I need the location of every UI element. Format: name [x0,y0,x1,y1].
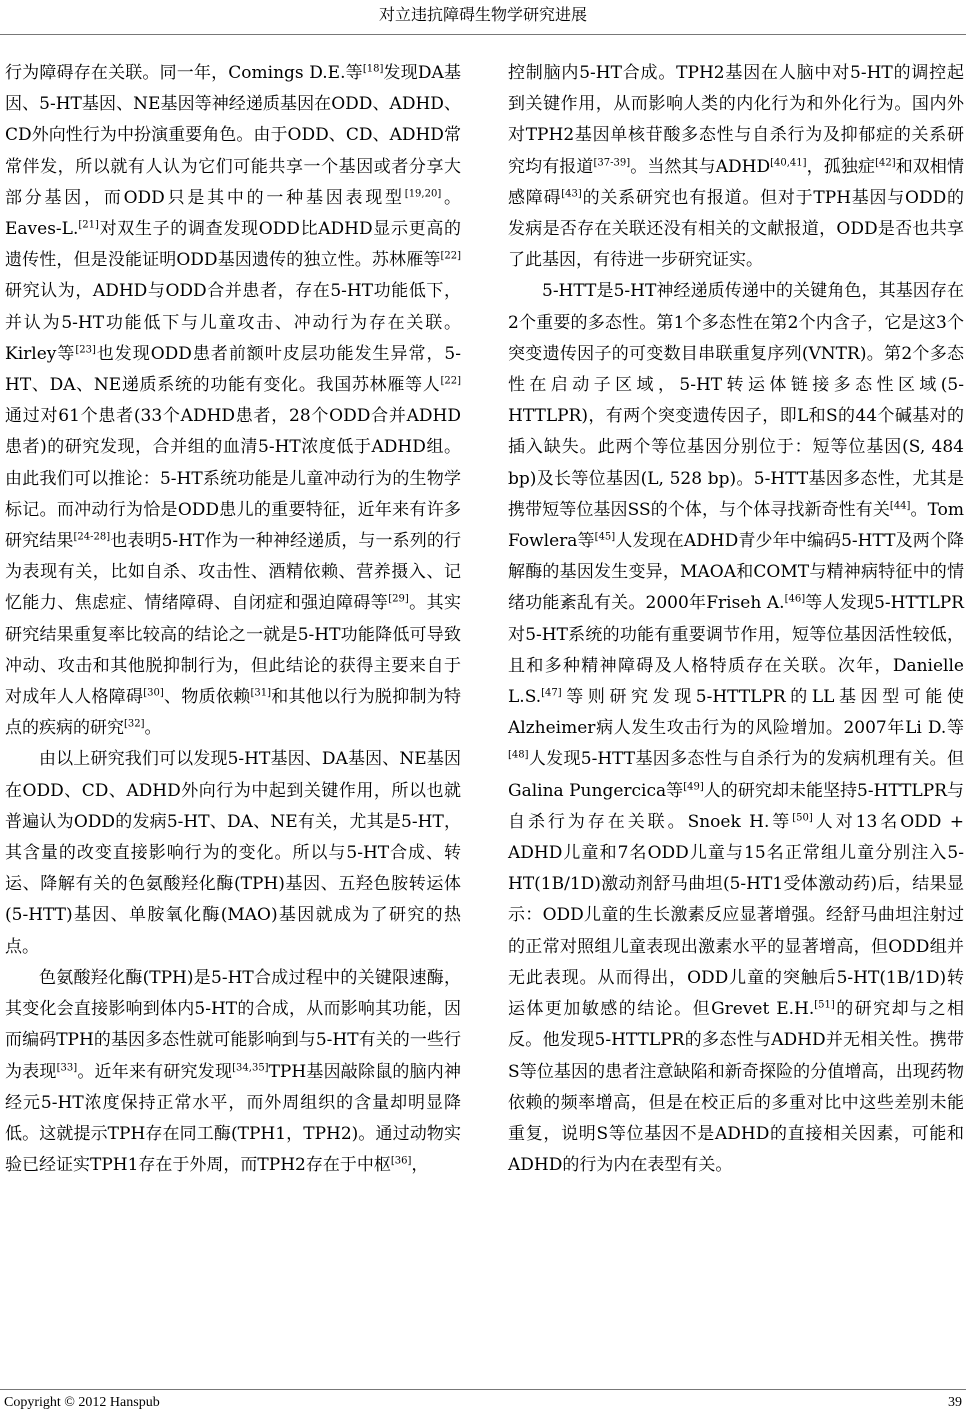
running-head-title: 对立违抗障碍生物学研究进展 [378,5,587,24]
citation-ref: [23] [75,344,96,356]
paragraph [5,58,461,744]
text-run: 行为障碍存在关联。同一年，Comings D.E.等 [5,63,363,83]
text-run: 5-HTT是5-HT神经递质传递中的关键角色，其基因存在2个重要的多态性。第1个多态性在第2个内含子，它是这3个突变遗传因子的可变数目串联重复序列(VNTR)。第2个多态性在启动子区域，5-HT转运体链接多态性区域(5-HTTLPR)，有两个突变遗传因子，即L和S的44个碱基对的插入缺失。此两个等位基因分别位于：短等位基因(S, 484 bp)及长等位基因(L, 528 bp)。5-HTT基因多态性，尤其是携带短等位基因SS的个体，与个体寻找新奇性有关 [508,281,964,520]
paragraph [5,744,461,962]
citation-ref: [29] [388,593,409,605]
text-run: 。当然其与ADHD [630,156,771,177]
text-run: 、物质依赖 [163,687,251,708]
text-run: 。Tom Fowlera等 [508,499,965,552]
citation-ref: [33] [56,1061,78,1073]
paragraph [508,58,964,276]
text-run: 。其实研究结果重复率比较高的结论之一就是5-HT功能降低可导致冲动、攻击和其他脱抑制行为，但此结论的获得主要来自于对成年人人格障碍 [5,593,462,708]
paragraph [508,276,964,1181]
text-run: 的研究却与之相反。他发现5-HTTLPR的多态性与ADHD并无相关性。携带S等位基因的患者注意缺陷和新奇探险的分值增高，出现药物依赖的频率增高，但是在校正后的多重对比中这些差别未能重复，说明S等位基因不是ADHD的直接相关因素，可能和ADHD的行为内在表型有关。 [508,999,965,1176]
citation-ref: [24-28] [73,531,111,543]
citation-ref: [42] [875,156,896,168]
text-run: 等则研究发现5-HTTLPR的LL基因型可能使Alzheimer病人发生攻击行为的风险增加。2007年Li D.等 [508,687,964,739]
text-run: 控制脑内5-HT合成。TPH2基因在人脑中对5-HT的调控起到关键作用，从而影响人类的内化行为和外化行为。国内外对TPH2基因单核苷酸多态性与自杀行为及抑郁症的关系研究均有报道 [508,63,964,177]
text-run: 人对13名ODD + ADHD儿童和7名ODD儿童与15名正常组儿童分别注入5-HT(1B/1D)激动剂舒马曲坦(5-HT1受体激动药)后，结果显示：ODD儿童的生长激素反应显著增强。经舒马曲坦注射过的正常对照组儿童表现出激素水平的显著增高，但ODD组并无此表现。从而得出，ODD儿童的突触后5-HT(1B/1D)转运体更加敏感的结论。但Grevet E.H. [508,811,964,1020]
citation-ref: [46] [784,593,806,605]
citation-ref: [32] [124,718,145,730]
text-run: 和双相情感障碍 [508,156,965,208]
citation-ref: [40,41] [770,156,807,168]
citation-ref: [18] [362,63,384,75]
citation-ref: [36] [390,1155,412,1167]
citation-ref: [22] [440,375,461,387]
text-run: ， [411,1155,429,1176]
text-run: 色氨酸羟化酶(TPH)是5-HT合成过程中的关键限速酶，其变化会直接影响到体内5-HT的合成，从而影响其功能，因而编码TPH的基因多态性就可能影响到与5-HT有关的一些行为表现 [5,967,461,1082]
page-footer [0,1389,966,1414]
text-run: 研究认为，ADHD与ODD合并患者，存在5-HT功能低下，并认为5-HT功能低下与儿童攻击、冲动行为存在关联。Kirley等 [5,281,461,364]
paragraph [5,963,461,1181]
citation-ref: [19,20] [404,188,442,200]
citation-ref: [48] [508,749,529,761]
citation-ref: [37-39] [593,156,631,168]
text-run: 人发现5-HTT基因多态性与自杀行为的发病机理有关。但Galina Pungercica等 [508,749,964,801]
citation-ref: [22] [440,250,461,262]
citation-ref: [45] [594,531,616,543]
citation-ref: [30] [143,687,164,699]
text-run: 也发现ODD患者前额叶皮层功能发生异常，5-HT、DA、NE递质系统的功能有变化。我国苏林雁等人 [5,343,461,396]
text-run: 。近年来有研究发现 [77,1061,233,1082]
page-number: 39 [948,1395,962,1410]
citation-ref: [34,35] [232,1061,269,1073]
citation-ref: [44] [889,500,911,512]
text-run: 等人发现5-HTTLPR对5-HT系统的功能有重要调节作用，短等位基因活性较低，且和多种精神障碍及人格特质存在关联。次年，Danielle L.S. [508,593,964,708]
citation-ref: [50] [792,812,813,824]
text-run: 由以上研究我们可以发现5-HT基因、DA基因、NE基因在ODD、CD、ADHD外向行为中起到关键作用，所以也就普遍认为ODD的发病5-HT、DA、NE有关，尤其是5-HT，其含量的改变直接影响行为的变化。所以与5-HT合成、转运、降解有关的色氨酸羟化酶(TPH)基因、五羟色胺转运体(5-HTT)基因、单胺氧化酶(MAO)基因就成为了研究的热点。 [5,749,461,957]
text-run: 对双生子的调查发现ODD比ADHD显示更高的遗传性，但是没能证明ODD基因遗传的独立性。苏林雁等 [5,219,461,271]
text-run: TPH基因敲除鼠的脑内神经元5-HT浓度保持正常水平，而外周组织的含量却明显降低。这就提示TPH存在同工酶(TPH1，TPH2)。通过动物实验已经证实TPH1存在于外周，而TPH2存在于中枢 [5,1061,462,1176]
right-column [508,58,964,1181]
text-run: 。Eaves-L. [5,187,462,240]
text-run: 和其他以行为脱抑制为特点的疾病的研究 [5,687,462,739]
citation-ref: [43] [561,188,582,200]
text-run: 人发现在ADHD青少年中编码5-HTT及两个降解酶的基因发生变异，MAOA和COMT与精神病特征中的情绪功能紊乱有关。2000年Friseh A. [508,531,964,614]
citation-ref: [31] [250,687,271,699]
citation-ref: [51] [814,999,835,1011]
text-run: 通过对61个患者(33个ADHD患者，28个ODD合并ADHD患者)的研究发现，合并组的血清5-HT浓度低于ADHD组。由此我们可以推论：5-HT系统功能是儿童冲动行为的生物学标记。而冲动行为恰是ODD患儿的重要特征，近年来有许多研究结果 [5,406,461,552]
running-head [0,0,966,35]
text-run: 人的研究却未能坚持5-HTTLPR与自杀行为存在关联。Snoek H.等 [508,780,964,832]
left-column [5,58,461,1181]
citation-ref: [47] [541,687,562,699]
text-run: 发现DA基因、5-HT基因、NE基因等神经递质基因在ODD、ADHD、CD外向性行为中扮演重要角色。由于ODD、CD、ADHD常常伴发，所以就有人认为它们可能共享一个基因或者分享大部分基因，而ODD只是其中的一种基因表现型 [5,63,461,208]
citation-ref: [21] [78,219,99,231]
citation-ref: [49] [683,781,704,793]
text-run: ，孤独症 [806,156,876,177]
text-run: 也表明5-HT作为一种神经递质，与一系列的行为表现有关，比如自杀、攻击性、酒精依赖、营养摄入、记忆能力、焦虑症、情绪障碍、自闭症和强迫障碍等 [5,531,462,614]
copyright-notice: Copyright © 2012 Hanspub [4,1395,160,1410]
text-run: 。 [144,718,162,739]
text-run: 的关系研究也有报道。但对于TPH基因与ODD的发病是否存在关联还没有相关的文献报道，ODD是否也共享了此基因，有待进一步研究证实。 [508,187,964,271]
